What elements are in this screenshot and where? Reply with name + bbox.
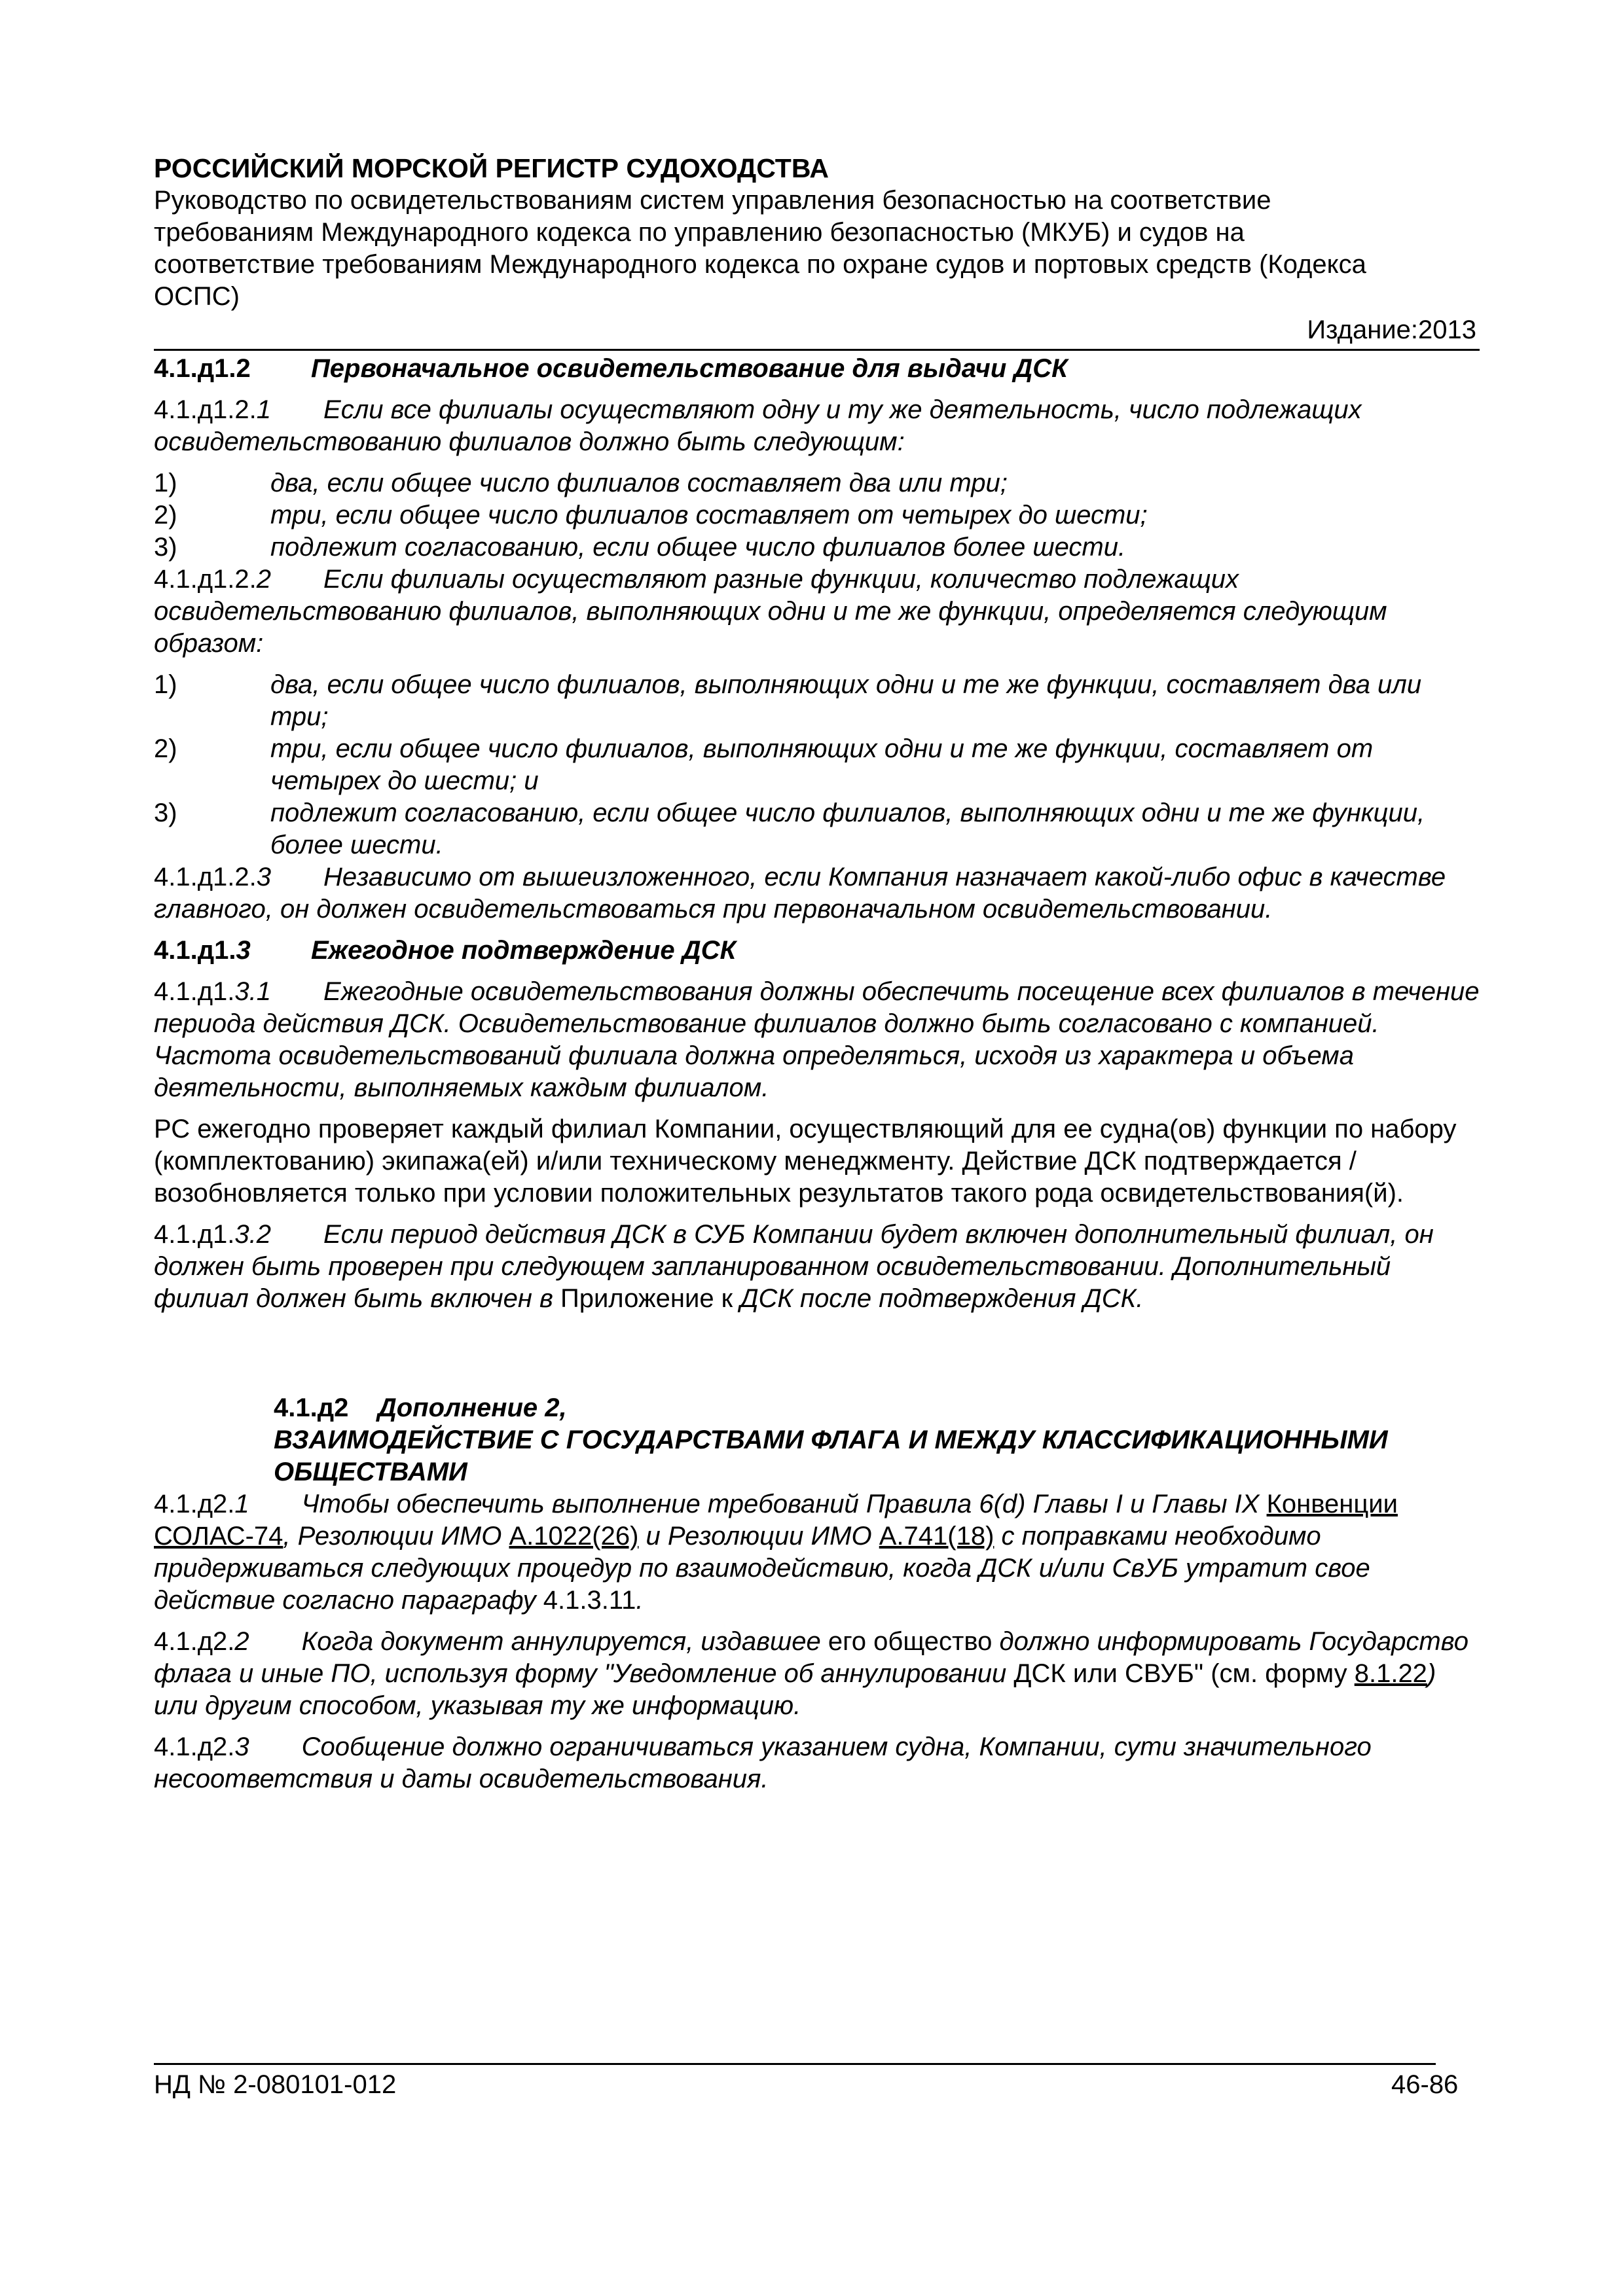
list-item-text: три, если общее число филиалов составляет от четырех до шести; — [270, 501, 1148, 529]
paragraph-reference: 4.1.3.11 — [543, 1586, 636, 1615]
paragraph-number-sub: 3.2 — [234, 1220, 272, 1249]
solas-link[interactable]: Конвенции СОЛАС-74 — [154, 1490, 1398, 1551]
appendix-title: ВЗАИМОДЕЙСТВИЕ С ГОСУДАРСТВАМИ ФЛАГА И МЕЖДУ КЛАССИФИКАЦИОННЫМИ ОБЩЕСТВАМИ — [274, 1426, 1388, 1486]
list — [154, 467, 1480, 564]
list-item — [154, 499, 1480, 531]
list-item-text: подлежит согласованию, если общее число филиалов более шести. — [270, 533, 1126, 562]
list-item — [154, 733, 1480, 797]
page-content — [154, 152, 1480, 1804]
paragraph-text: ДСК после подтверждения ДСК. — [740, 1284, 1144, 1313]
list-item-number: 3) — [154, 533, 177, 562]
list-item — [154, 669, 1480, 733]
paragraph-number-base: 4.1.д1.2. — [154, 395, 257, 424]
paragraph-number — [154, 395, 271, 424]
paragraph-text: Сообщение должно ограничиваться указанием судна, Компании, сути значительного несоответствия и даты освидетельствования. — [154, 1732, 1372, 1793]
paragraph — [154, 1731, 1480, 1795]
section-number-sub: 3 — [236, 936, 251, 965]
section-title: Первоначальное освидетельствование для выдачи ДСК — [311, 354, 1068, 383]
paragraph-number-base: 4.1.д1.2. — [154, 565, 257, 594]
paragraph-text: с поправками необходимо придерживаться следующих процедур по взаимодействию, когда ДСК и/или СвУБ утратит свое действие согласно параграфу — [154, 1522, 1370, 1615]
section-number-base: 4.1.д1. — [154, 936, 236, 965]
section-title: Ежегодное подтверждение ДСК — [311, 936, 737, 965]
paragraph-text: и Резолюции ИМО — [646, 1522, 872, 1551]
paragraph-text: . — [636, 1586, 644, 1615]
paragraph — [154, 564, 1480, 660]
paragraph-text-upright: ДСК или СВУБ" — [1013, 1659, 1204, 1688]
section-heading — [154, 935, 1480, 967]
appendix-heading — [274, 1392, 1480, 1488]
paragraph-number-sub: 2 — [256, 565, 272, 594]
list-item-number: 1) — [154, 469, 177, 497]
paragraph-number-base: 4.1.д1.2. — [154, 863, 257, 891]
paragraph — [154, 1219, 1480, 1315]
list-item-number: 1) — [154, 670, 177, 699]
list-item — [154, 797, 1480, 861]
list — [154, 669, 1480, 861]
paragraph-text-upright: (см. форму — [1211, 1659, 1347, 1688]
edition-label: Издание:2013 — [1307, 315, 1476, 344]
paragraph-number — [154, 1490, 249, 1518]
document-title: РОССИЙСКИЙ МОРСКОЙ РЕГИСТР СУДОХОДСТВА — [154, 153, 830, 183]
paragraph-text-upright: Приложение к — [560, 1284, 733, 1313]
paragraph-number-sub: 1 — [234, 1490, 249, 1518]
section-number — [154, 935, 311, 967]
paragraph-text: Независимо от вышеизложенного, если Компания назначает какой-либо офис в качестве главного, он должен освидетельствоваться при первоначальном освидетельствовании. — [154, 863, 1446, 924]
paragraph-number — [154, 863, 271, 891]
appendix-heading-line — [274, 1392, 1480, 1424]
paragraph-number — [154, 1220, 271, 1249]
paragraph — [154, 861, 1480, 925]
list-item-number: 3) — [154, 798, 177, 827]
paragraph-number-sub: 1 — [256, 395, 272, 424]
paragraph-text: должно информировать Государство флага и иные ПО, используя форму "Уведомление об аннулировании — [154, 1627, 1468, 1688]
paragraph-text: Если все филиалы осуществляют одну и ту же деятельность, число подлежащих освидетельствованию филиалов должно быть следующим: — [154, 395, 1362, 456]
resolution-link-a1022[interactable]: А.1022(26) — [509, 1522, 639, 1551]
footer-divider — [154, 2063, 1436, 2065]
list-item-text: подлежит согласованию, если общее число филиалов, выполняющих одни и те же функции, более шести. — [270, 798, 1425, 859]
paragraph-text: Если период действия ДСК в СУБ Компании будет включен дополнительный филиал, он должен быть проверен при следующем запланированном освидетельствовании. Дополнительный филиал должен быть включен в — [154, 1220, 1434, 1313]
paragraph-number — [154, 565, 271, 594]
list-item-number: 2) — [154, 734, 177, 763]
list-item-text: два, если общее число филиалов составляет два или три; — [270, 469, 1008, 497]
section-number: 4.1.д1.2 — [154, 354, 251, 383]
paragraph-number-base: 4.1.д2. — [154, 1732, 235, 1761]
paragraph-number-base: 4.1.д2. — [154, 1490, 235, 1518]
list-item-text: два, если общее число филиалов, выполняющих одни и те же функции, составляет два или три; — [270, 670, 1422, 731]
document-subtitle — [154, 185, 1480, 313]
subtitle-line: Руководство по освидетельствованиям систем управления безопасностью на соответствие — [154, 186, 1271, 215]
list-item-text: три, если общее число филиалов, выполняющих одни и те же функции, составляет от четырех до шести; и — [270, 734, 1374, 795]
paragraph — [154, 976, 1480, 1104]
paragraph-text-upright: его общество — [828, 1627, 993, 1656]
list-item — [154, 531, 1480, 564]
paragraph-number-sub: 3.1 — [234, 977, 272, 1006]
paragraph — [154, 394, 1480, 458]
paragraph-number-base: 4.1.д1. — [154, 1220, 235, 1249]
paragraph-number-base: 4.1.д1. — [154, 977, 235, 1006]
header-divider — [154, 349, 1480, 351]
resolution-link-a741[interactable]: А.741(18) — [879, 1522, 994, 1551]
paragraph-number-sub: 2 — [234, 1627, 249, 1656]
paragraph-number — [154, 977, 271, 1006]
paragraph-text: Когда документ аннулируется, издавшее — [301, 1627, 821, 1656]
paragraph — [154, 1626, 1480, 1722]
paragraph-text: Если филиалы осуществляют разные функции, количество подлежащих освидетельствованию филиалов, выполняющих одни и те же функции, определяется следующим образом: — [154, 565, 1387, 658]
paragraph-number — [154, 1627, 249, 1656]
appendix-label: Дополнение 2, — [377, 1393, 567, 1422]
list-item — [154, 467, 1480, 499]
paragraph-text: ) или другим способом, указывая ту же информацию. — [154, 1659, 1436, 1720]
subtitle-line: соответствие требованиям Международного кодекса по охране судов и портовых средств (Кодекса — [154, 250, 1366, 279]
page-number: 46-86 — [1391, 2070, 1459, 2099]
paragraph-number — [154, 1732, 249, 1761]
paragraph-number-base: 4.1.д2. — [154, 1627, 235, 1656]
subtitle-line: ОСПС) — [154, 282, 240, 311]
paragraph — [154, 1488, 1480, 1617]
appendix-number: 4.1.д2 — [274, 1393, 349, 1422]
paragraph: РС ежегодно проверяет каждый филиал Компании, осуществляющий для ее судна(ов) функции по набору (комплектованию) экипажа(ей) и/или техническому менеджменту. Действие ДСК подтверждается / возобновляется только при условии положительных результатов такого рода освидетельствования(й). — [154, 1115, 1457, 1208]
list-item-number: 2) — [154, 501, 177, 529]
paragraph-number-sub: 3 — [234, 1732, 249, 1761]
paragraph-text: Чтобы обеспечить выполнение требований Правила 6(d) Главы I и Главы IX — [301, 1490, 1260, 1518]
subtitle-line: требованиям Международного кодекса по управлению безопасностью (МКУБ) и судов на — [154, 218, 1245, 247]
paragraph-text: , Резолюции ИМО — [283, 1522, 502, 1551]
paragraph-text: Ежегодные освидетельствования должны обеспечить посещение всех филиалов в течение периода действия ДСК. Освидетельствование филиалов должно быть согласовано с компанией. Частота освидетельствований филиала должна определяться, исходя из характера и объема деятельности, выполняемых каждым филиалом. — [154, 977, 1480, 1102]
section-heading — [154, 353, 1480, 385]
document-number: НД № 2-080101-012 — [154, 2070, 397, 2099]
paragraph-number-sub: 3 — [256, 863, 272, 891]
form-link[interactable]: 8.1.22 — [1354, 1659, 1427, 1688]
